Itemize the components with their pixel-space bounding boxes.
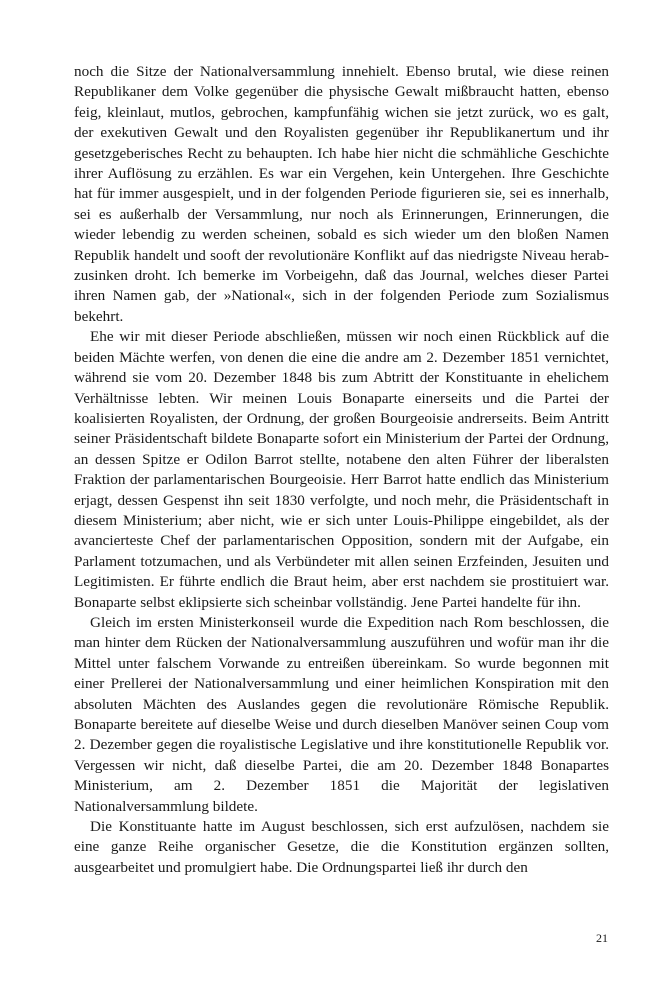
paragraph-continuation: noch die Sitze der Nationalversammlung innehielt. Ebenso brutal, wie diese reinen Republikaner dem Volke gegenüber die physische Gewalt mißbraucht hatten, ebenso feig, kleinlaut, mutlos, gebrochen, kampfunfähig wichen sie jetzt zurück, wo es galt, der exekutiven Gewalt und den Royalisten gegenüber ihr Republikanertum und ihr gesetzgeberisches Recht zu behaupten. Ich habe hier nicht die schmähliche Geschichte ihrer Auflösung zu erzählen. Es war ein Vergehen, kein Untergehen. Ihre Geschichte hat für immer ausgespielt, und in der folgenden Periode figurieren sie, sei es innerhalb, sei es außerhalb der Versammlung, nur noch als Erinnerungen, Erinnerungen, die wieder lebendig zu werden scheinen, sobald es sich wieder um den bloßen Namen Republik handelt und sooft der revolutionäre Konflikt auf das niedrigste Niveau herabzusinken droht. Ich bemerke im Vorbeigehn, daß das Journal, welches dieser Partei ihren Namen gab, der »National«, sich in der folgenden Periode zum Sozialismus bekehrt.: [74, 63, 609, 325]
paragraph-two-powers: Ehe wir mit dieser Periode abschließen, müssen wir noch einen Rückblick auf die beiden Mächte werfen, von denen die eine die andre am 2. Dezember 1851 vernichtet, während sie vom 20. Dezember 1848 bis zum Abtritt der Konstituante in ehelichem Verhältnisse lebten. Wir meinen Louis Bonaparte einerseits und die Partei der koalisierten Royalisten, der Ordnung, der großen Bourgeoisie andrerseits. Beim Antritt seiner Präsidentschaft bildete Bonaparte sofort ein Ministerium der Partei der Ordnung, an dessen Spitze er Odilon Barrot stellte, notabene den alten Führer der liberalsten Fraktion der parlamentarischen Bourgeoisie. Herr Barrot hatte endlich das Ministerium erjagt, dessen Gespenst ihn seit 1830 verfolgte, und noch mehr, die Präsidentschaft in diesem Ministerium; aber nicht, wie er sich unter Louis-Philippe eingebildet, als der avancierteste Chef der parlamentarischen Opposition, sondern mit der Aufgabe, ein Parlament totzumachen, und als Verbündeter mit allen seinen Erzfeinden, Jesuiten und Legitimisten. Er führte endlich die Braut heim, aber erst nachdem sie prostituiert war. Bonaparte selbst eklipsierte sich scheinbar vollständig. Jene Partei handelte für ihn.: [74, 328, 609, 611]
page-body: [74, 62, 609, 878]
paragraph-constituante: Die Konstituante hatte im August beschlossen, sich erst aufzulösen, nachdem sie eine ganze Reihe organischer Gesetze, die die Konstitution ergänzen sollten, ausgearbeitet und promulgiert habe. Die Ordnungspartei ließ ihr durch den: [74, 818, 609, 876]
page-number: 21: [596, 931, 608, 945]
paragraph-rome-expedition: Gleich im ersten Ministerkonseil wurde die Expedition nach Rom beschlossen, die man hinter dem Rücken der Nationalversammlung auszuführen und wofür man ihr die Mittel unter falschem Vorwande zu entreißen übereinkam. So wurde begonnen mit einer Prellerei der Nationalversammlung und einer heimlichen Konspiration mit den absoluten Mächten des Auslandes gegen die revolutionäre Römische Republik. Bonaparte bereitete auf dieselbe Weise und durch dieselben Manöver seinen Coup vom 2. Dezember gegen die royalistische Legislative und ihre konstitutionelle Republik vor. Vergessen wir nicht, daß dieselbe Partei, die am 20. Dezember 1848 Bonapartes Ministerium, am 2. Dezember 1851 die Majorität der legislativen Nationalversammlung bildete.: [74, 613, 609, 815]
